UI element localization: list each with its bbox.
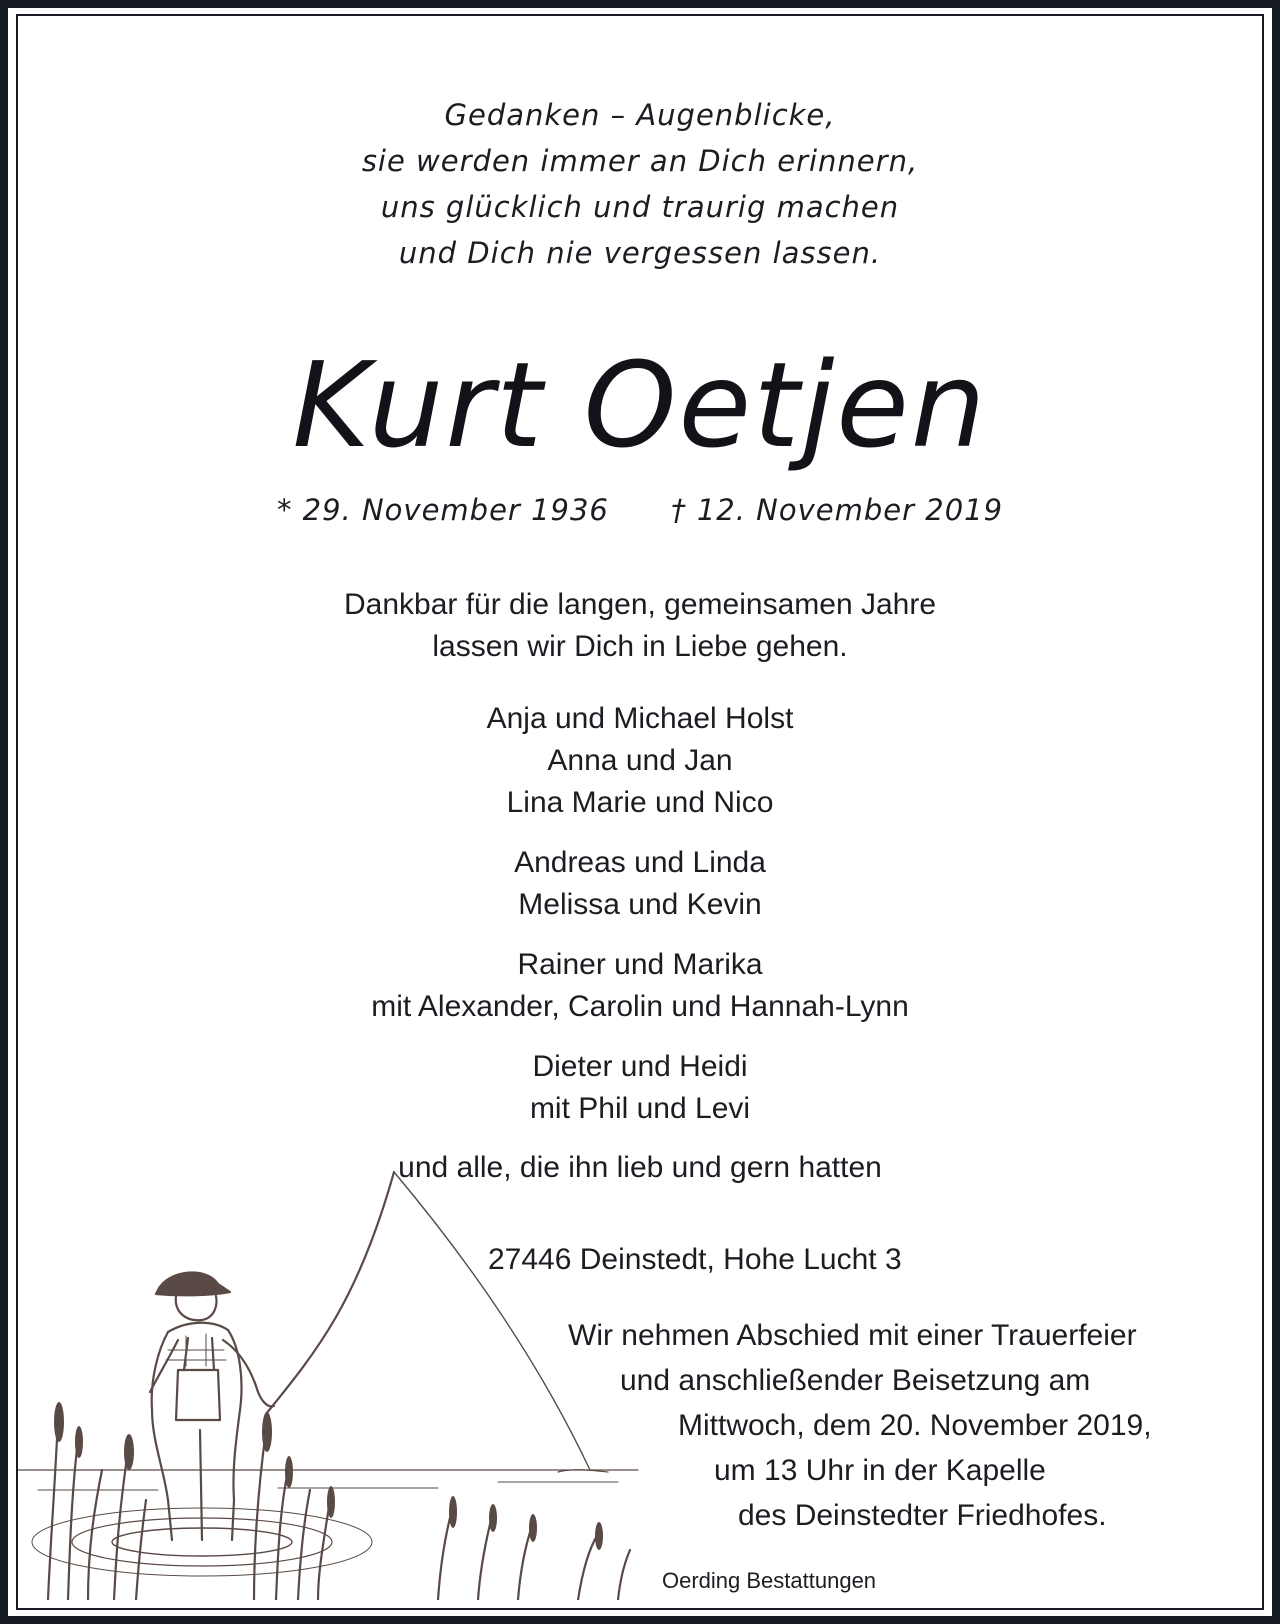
poem-line: und Dich nie vergessen lassen. — [398, 236, 882, 270]
birth-date: * 29. November 1936 — [276, 493, 609, 527]
family-line: Anja und Michael Holst — [486, 702, 794, 735]
life-dates — [0, 490, 1280, 530]
ceremony-line: um 13 Uhr in der Kapelle — [714, 1454, 1046, 1487]
family-group-3 — [0, 944, 1280, 1028]
family-line: Andreas und Linda — [514, 846, 766, 879]
undertaker-signature: Oerding Bestattungen — [662, 1568, 877, 1593]
family-group-1 — [0, 698, 1280, 824]
dedication-line: Dankbar für die langen, gemeinsamen Jahre — [343, 588, 937, 621]
poem-line: uns glücklich und traurig machen — [380, 190, 900, 224]
family-line: Rainer und Marika — [517, 948, 763, 981]
ceremony-line: und anschließender Beisetzung am — [620, 1364, 1091, 1397]
dedication — [0, 584, 1280, 668]
ceremony-line: Mittwoch, dem 20. November 2019, — [678, 1409, 1152, 1442]
address: 27446 Deinstedt, Hohe Lucht 3 — [488, 1243, 902, 1276]
family-group-2 — [0, 842, 1280, 926]
memorial-poem — [0, 92, 1280, 276]
poem-line: sie werden immer an Dich erinnern, — [361, 144, 919, 178]
family-line: Anna und Jan — [547, 744, 733, 777]
deceased-name: Kurt Oetjen — [292, 336, 988, 474]
ceremony-line: Wir nehmen Abschied mit einer Trauerfeier — [568, 1319, 1137, 1352]
ceremony-line: des Deinstedter Friedhofes. — [738, 1499, 1107, 1532]
family-line: Dieter und Heidi — [532, 1050, 748, 1083]
fisherman-illustration — [18, 1170, 658, 1600]
family-line: Lina Marie und Nico — [506, 786, 774, 819]
poem-line: Gedanken – Augenblicke, — [444, 98, 836, 132]
family-line: mit Alexander, Carolin und Hannah-Lynn — [371, 990, 909, 1023]
family-line: Melissa und Kevin — [518, 888, 762, 921]
death-date: † 12. November 2019 — [671, 493, 1004, 527]
family-line: mit Phil und Levi — [529, 1092, 751, 1125]
family-group-4 — [0, 1046, 1280, 1130]
dedication-line: lassen wir Dich in Liebe gehen. — [432, 630, 848, 663]
closing-line: und alle, die ihn lieb und gern hatten — [398, 1151, 882, 1184]
